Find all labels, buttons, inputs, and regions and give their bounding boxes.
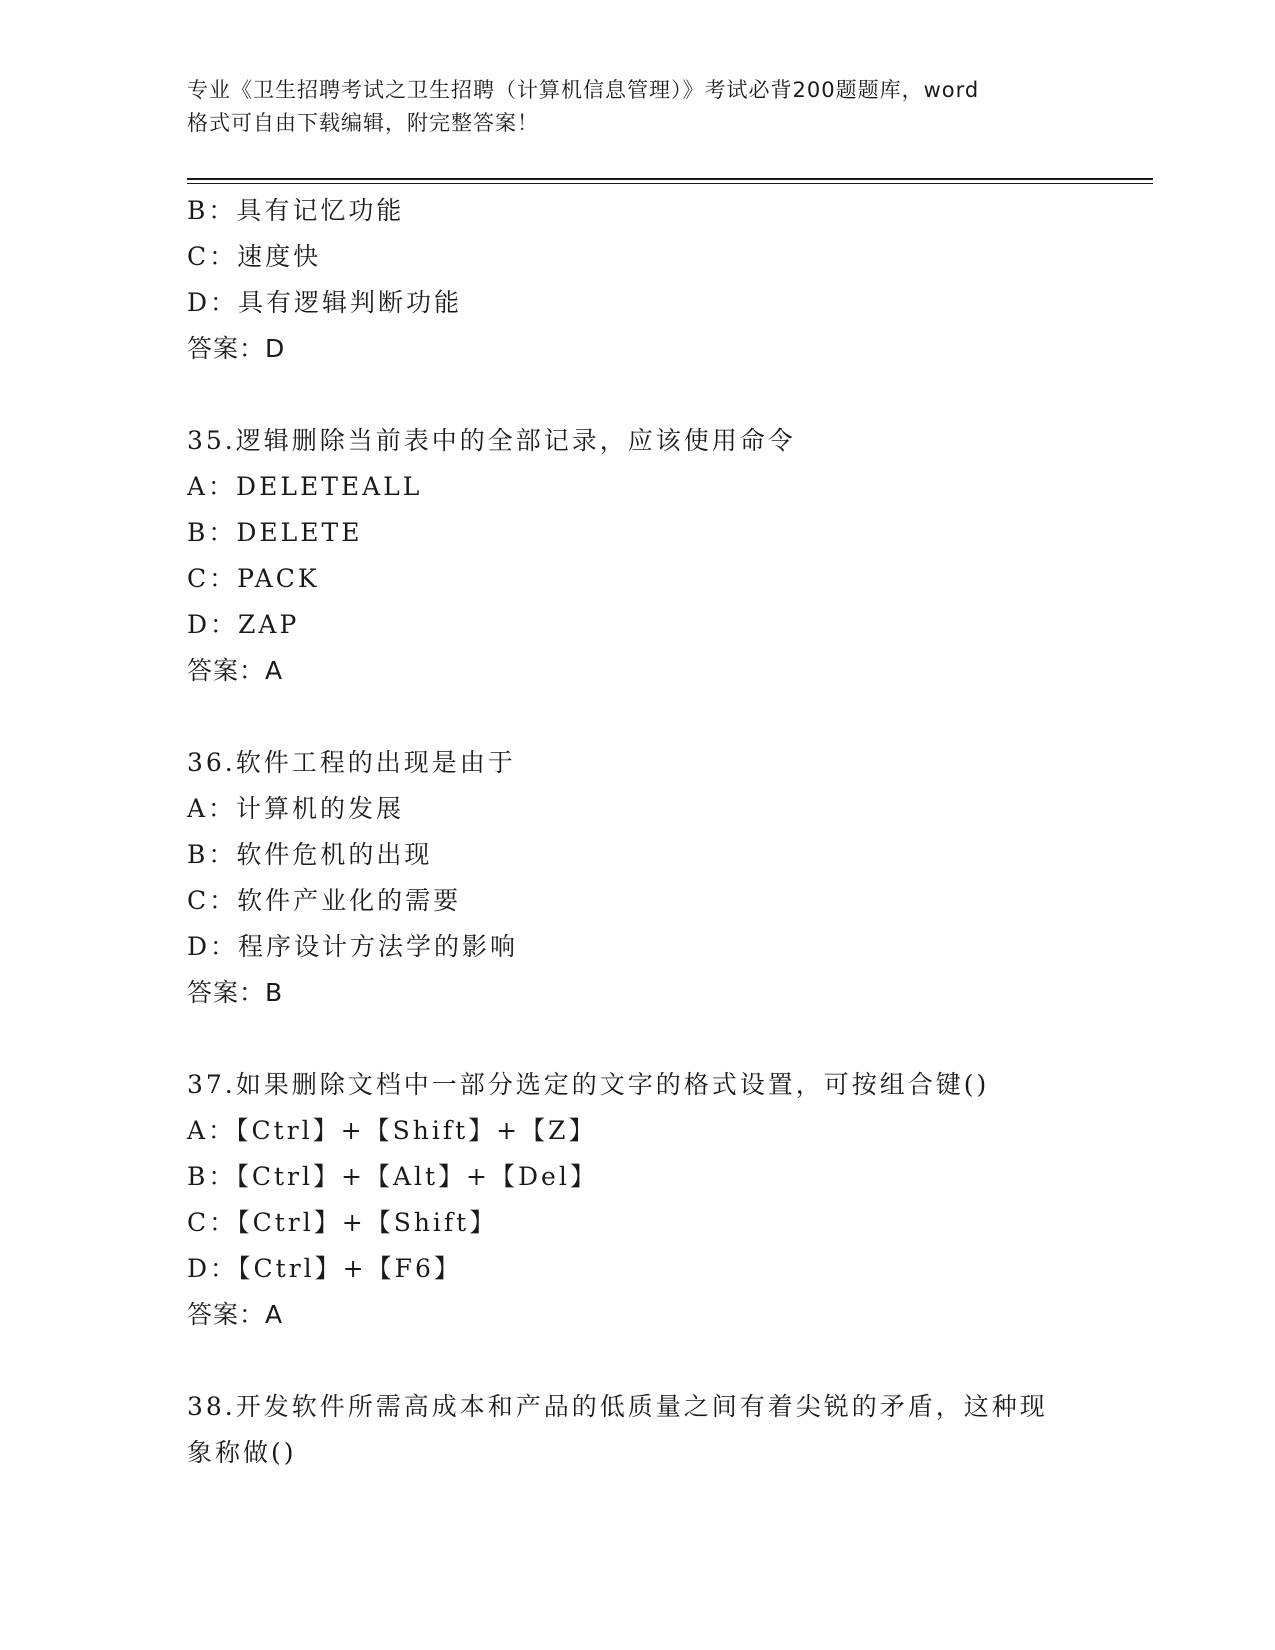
option-a: A：【Ctrl】+【Shift】+【Z】 [187, 1116, 597, 1145]
answer-line: 答案：A [187, 656, 284, 685]
question-stem: 37.如果删除文档中一部分选定的文字的格式设置，可按组合键() [187, 1070, 990, 1099]
option-c: C：PACK [187, 564, 320, 593]
option-b: B：具有记忆功能 [187, 196, 405, 225]
answer-line: 答案：B [187, 978, 284, 1007]
header-divider-thin [187, 183, 1153, 184]
option-b: B：【Ctrl】+【Alt】+【Del】 [187, 1162, 598, 1191]
question-stem-continued: 象称做() [187, 1438, 297, 1467]
header-line-2: 格式可自由下载编辑，附完整答案！ [187, 111, 539, 135]
option-a: A：DELETEALL [187, 472, 423, 501]
question-38 [187, 1384, 1147, 1476]
option-c: C：【Ctrl】+【Shift】 [187, 1208, 498, 1237]
answer-line: 答案：D [187, 334, 286, 363]
question-stem: 36.软件工程的出现是由于 [187, 748, 516, 777]
option-b: B：DELETE [187, 518, 363, 547]
header-line-1: 专业《卫生招聘考试之卫生招聘（计算机信息管理）》考试必背200题题库，word [187, 78, 980, 102]
question-stem: 35.逻辑删除当前表中的全部记录，应该使用命令 [187, 426, 796, 455]
question-35 [187, 418, 1147, 694]
header-divider-thick [187, 178, 1153, 180]
option-c: C：软件产业化的需要 [187, 886, 462, 915]
option-c: C：速度快 [187, 242, 322, 271]
question-36 [187, 740, 1147, 1016]
option-d: D：程序设计方法学的影响 [187, 932, 519, 961]
document-header [187, 74, 1087, 140]
option-b: B：软件危机的出现 [187, 840, 433, 869]
option-a: A：计算机的发展 [187, 794, 405, 823]
option-d: D：【Ctrl】+【F6】 [187, 1254, 462, 1283]
question-stem: 38.开发软件所需高成本和产品的低质量之间有着尖锐的矛盾，这种现 [187, 1392, 1048, 1421]
question-list [187, 188, 1147, 1476]
question-37 [187, 1062, 1147, 1338]
answer-line: 答案：A [187, 1300, 284, 1329]
option-d: D：ZAP [187, 610, 300, 639]
question-fragment [187, 188, 1147, 372]
option-d: D：具有逻辑判断功能 [187, 288, 463, 317]
